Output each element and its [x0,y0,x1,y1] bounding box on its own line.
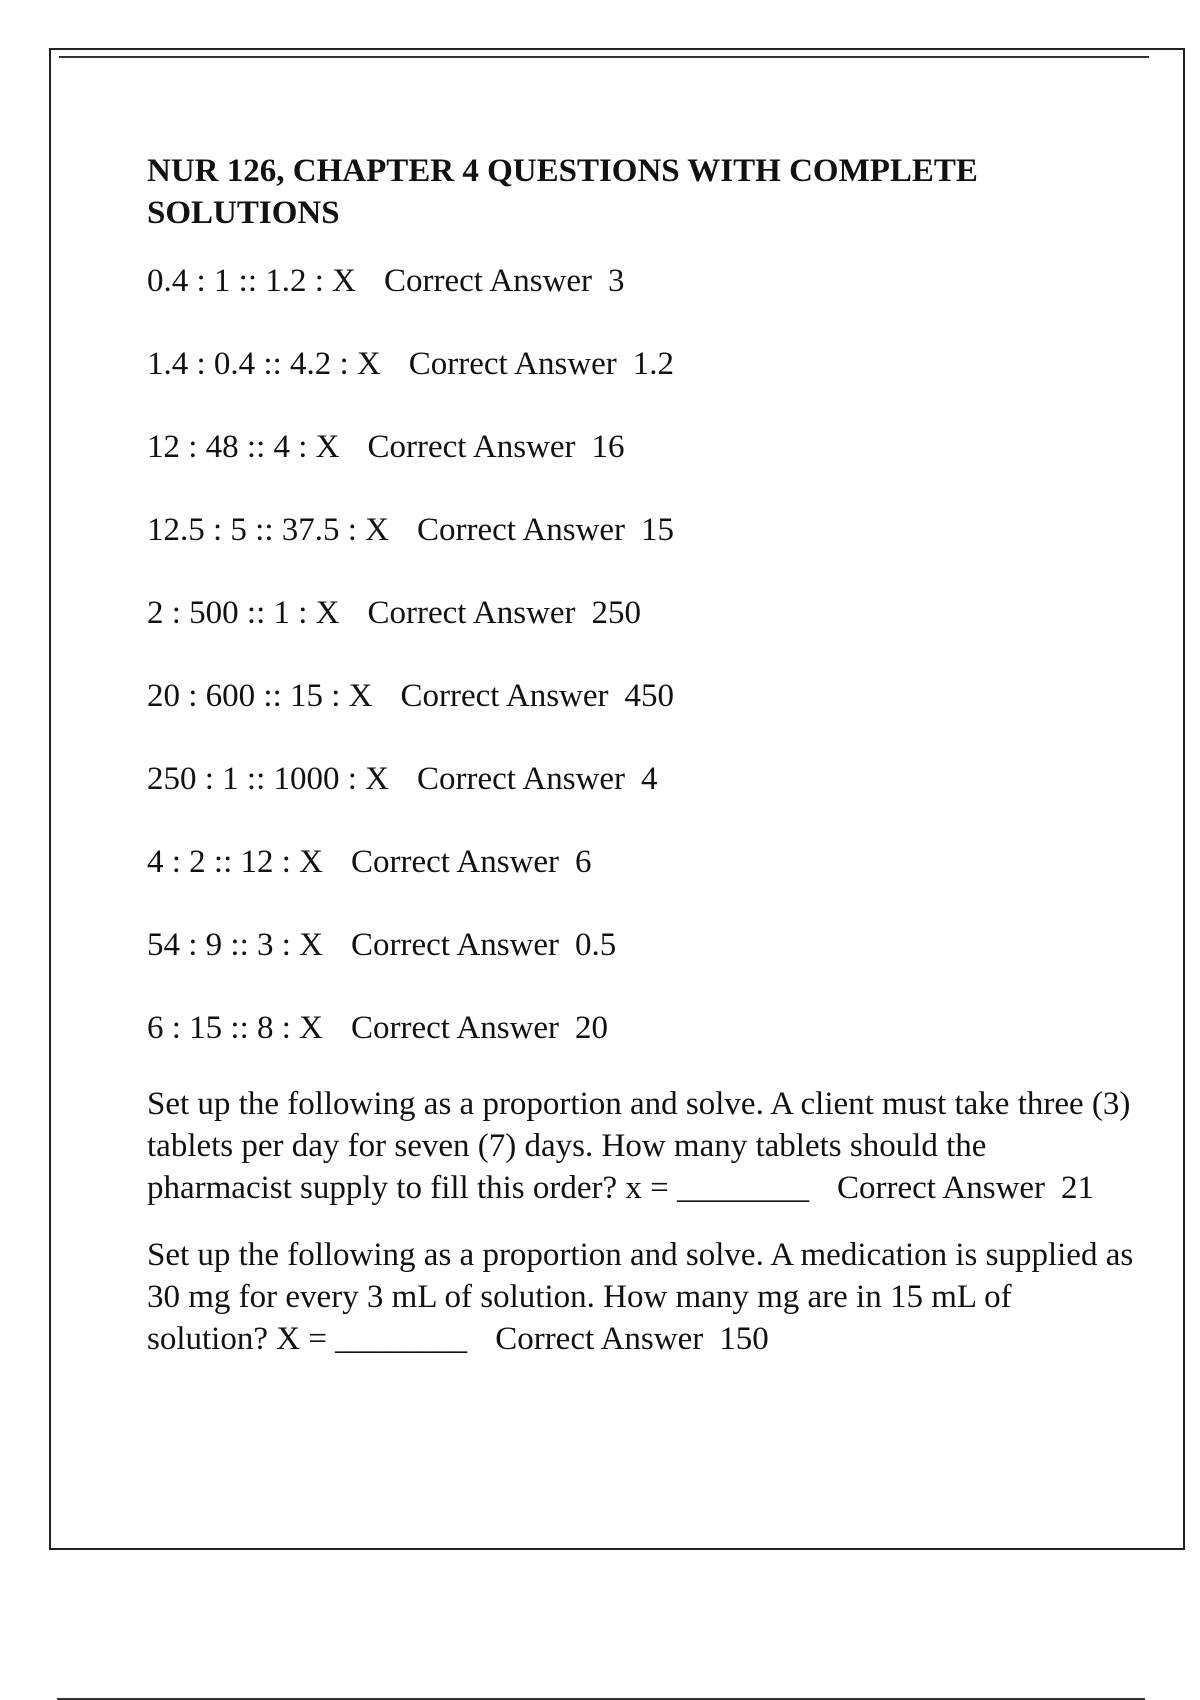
question-text: 12.5 : 5 :: 37.5 : X [147,512,390,548]
document-content [147,150,1137,1385]
qa-item [147,592,1137,634]
word-problem [147,1234,1137,1360]
answer-value: 150 [719,1321,769,1357]
answer-label: Correct Answer [417,761,626,797]
answer-label: Correct Answer [367,595,576,631]
answer-value: 6 [575,844,592,880]
qa-item [147,343,1137,385]
qa-item [147,841,1137,883]
word-problem [147,1083,1137,1209]
qa-item [147,260,1137,302]
question-text: 12 : 48 :: 4 : X [147,429,340,465]
question-text: 54 : 9 :: 3 : X [147,927,324,963]
answer-value: 250 [591,595,642,631]
answer-label: Correct Answer [495,1321,704,1357]
answer-label: Correct Answer [384,263,593,299]
answer-value: 15 [641,512,675,548]
page-frame [49,48,1185,1550]
document-title: NUR 126, CHAPTER 4 QUESTIONS WITH COMPLETE SOLUTIONS [147,153,978,231]
qa-item [147,924,1137,966]
answer-label: Correct Answer [351,844,560,880]
answer-label: Correct Answer [351,927,560,963]
question-text: 4 : 2 :: 12 : X [147,844,324,880]
answer-label: Correct Answer [351,1010,560,1046]
qa-item [147,758,1137,800]
answer-value: 450 [624,678,675,714]
question-text: 2 : 500 :: 1 : X [147,595,340,631]
question-text: 0.4 : 1 :: 1.2 : X [147,263,357,299]
qa-item [147,426,1137,468]
top-divider [59,56,1149,58]
answer-label: Correct Answer [367,429,576,465]
question-text: 1.4 : 0.4 :: 4.2 : X [147,346,381,382]
qa-item [147,675,1137,717]
answer-label: Correct Answer [417,512,626,548]
question-text: 250 : 1 :: 1000 : X [147,761,390,797]
answer-value: 4 [641,761,658,797]
answer-label: Correct Answer [400,678,609,714]
qa-item [147,1007,1137,1049]
qa-item [147,509,1137,551]
question-text: 20 : 600 :: 15 : X [147,678,373,714]
question-text: 6 : 15 :: 8 : X [147,1010,324,1046]
answer-label: Correct Answer [408,346,617,382]
answer-label: Correct Answer [837,1170,1046,1206]
answer-value: 3 [608,263,625,299]
question-text: Set up the following as a proportion and solve. A medication is supplied as 30 mg for every 3 mL of solution. How many mg are in 15 mL of solution? X = ________ [147,1237,1134,1357]
answer-value: 21 [1061,1170,1095,1206]
answer-value: 16 [591,429,625,465]
answer-value: 20 [575,1010,609,1046]
answer-value: 0.5 [575,927,617,963]
question-text: Set up the following as a proportion and solve. A client must take three (3) tablets per day for seven (7) days. How many tablets should the pharmacist supply to fill this order? x = ________ [147,1086,1131,1206]
answer-value: 1.2 [632,346,675,382]
